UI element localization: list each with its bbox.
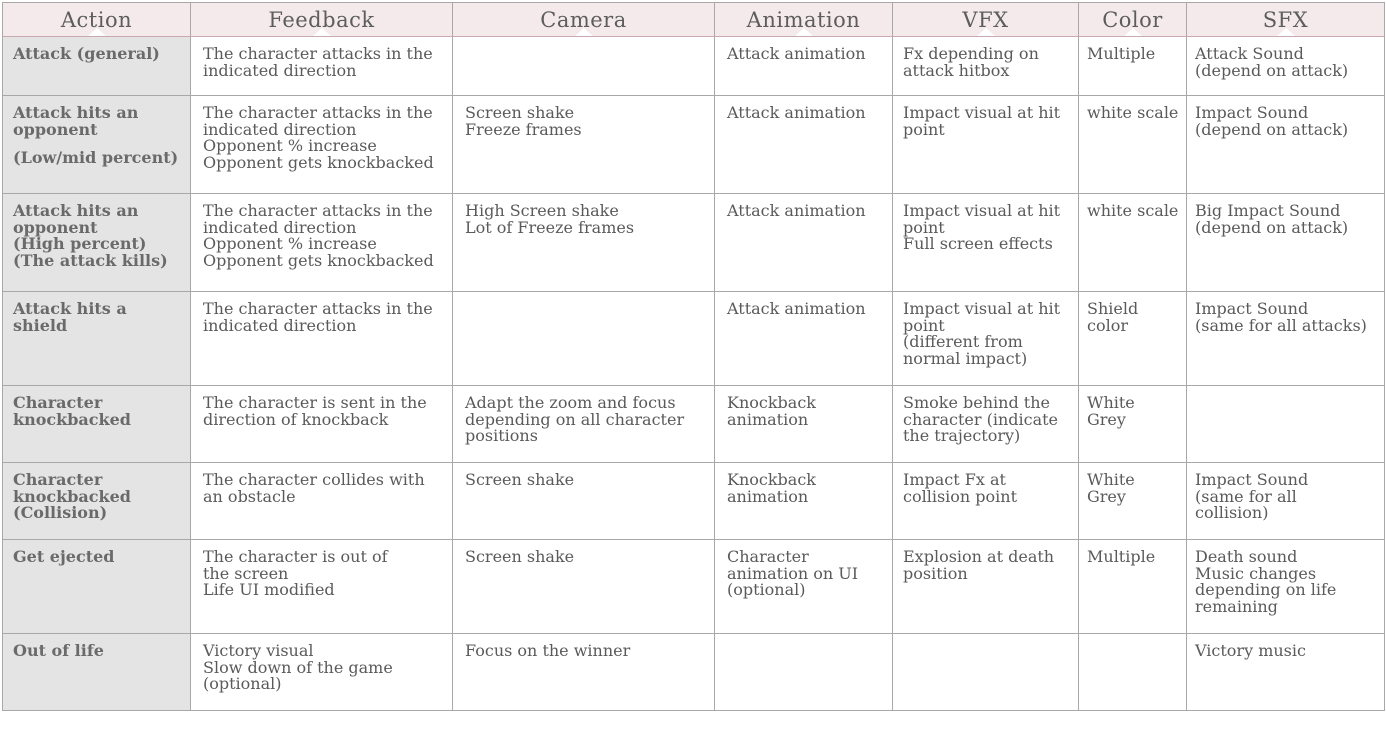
cell-color: white scale bbox=[1079, 96, 1187, 194]
cell-vfx: Impact visual at hit point bbox=[893, 96, 1079, 194]
cell-action bbox=[3, 37, 191, 96]
cell-color: White Grey bbox=[1079, 386, 1187, 463]
table-row bbox=[3, 463, 1385, 540]
cell-animation: Character animation on UI (optional) bbox=[715, 540, 893, 634]
header-notch bbox=[976, 28, 996, 37]
cell-sfx: Impact Sound (same for all collision) bbox=[1187, 463, 1385, 540]
cell-feedback: The character collides with an obstacle bbox=[191, 463, 453, 540]
header-notch bbox=[1276, 28, 1296, 37]
column-header-feedback: Feedback bbox=[191, 3, 453, 37]
table-row bbox=[3, 292, 1385, 386]
column-header-sfx: SFX bbox=[1187, 3, 1385, 37]
table-row bbox=[3, 194, 1385, 292]
cell-sfx: Impact Sound (depend on attack) bbox=[1187, 96, 1385, 194]
cell-feedback: Victory visual Slow down of the game (optional) bbox=[191, 634, 453, 711]
cell-action bbox=[3, 292, 191, 386]
cell-action bbox=[3, 634, 191, 711]
cell-vfx: Impact visual at hit point Full screen effects bbox=[893, 194, 1079, 292]
header-row bbox=[3, 3, 1385, 37]
action-label: Get ejected bbox=[13, 547, 115, 566]
cell-feedback: The character attacks in the indicated direction Opponent % increase Opponent gets knockbacked bbox=[191, 194, 453, 292]
cell-color: white scale bbox=[1079, 194, 1187, 292]
cell-vfx: Impact Fx at collision point bbox=[893, 463, 1079, 540]
cell-camera: Screen shake bbox=[453, 540, 715, 634]
cell-sfx: Death sound Music changes depending on life remaining bbox=[1187, 540, 1385, 634]
cell-feedback: The character attacks in the indicated direction bbox=[191, 37, 453, 96]
cell-camera: Screen shake bbox=[453, 463, 715, 540]
cell-animation: Attack animation bbox=[715, 194, 893, 292]
cell-vfx bbox=[893, 634, 1079, 711]
feedback-table bbox=[2, 2, 1385, 711]
column-header-vfx: VFX bbox=[893, 3, 1079, 37]
cell-sfx bbox=[1187, 386, 1385, 463]
cell-camera: Screen shake Freeze frames bbox=[453, 96, 715, 194]
cell-color: Shield color bbox=[1079, 292, 1187, 386]
cell-camera bbox=[453, 37, 715, 96]
cell-action bbox=[3, 96, 191, 194]
cell-action bbox=[3, 540, 191, 634]
header-notch bbox=[794, 28, 814, 37]
cell-feedback: The character attacks in the indicated direction Opponent % increase Opponent gets knockbacked bbox=[191, 96, 453, 194]
cell-camera: Focus on the winner bbox=[453, 634, 715, 711]
cell-animation: Attack animation bbox=[715, 96, 893, 194]
column-header-action: Action bbox=[3, 3, 191, 37]
cell-camera: High Screen shake Lot of Freeze frames bbox=[453, 194, 715, 292]
cell-sfx: Attack Sound (depend on attack) bbox=[1187, 37, 1385, 96]
column-header-animation: Animation bbox=[715, 3, 893, 37]
cell-animation bbox=[715, 634, 893, 711]
cell-animation: Knockback animation bbox=[715, 463, 893, 540]
cell-sfx: Big Impact Sound (depend on attack) bbox=[1187, 194, 1385, 292]
cell-sfx: Impact Sound (same for all attacks) bbox=[1187, 292, 1385, 386]
header-notch bbox=[1123, 28, 1143, 37]
column-header-camera: Camera bbox=[453, 3, 715, 37]
cell-feedback: The character is sent in the direction of knockback bbox=[191, 386, 453, 463]
cell-vfx: Explosion at death position bbox=[893, 540, 1079, 634]
cell-camera: Adapt the zoom and focus depending on all character positions bbox=[453, 386, 715, 463]
cell-color bbox=[1079, 634, 1187, 711]
cell-action bbox=[3, 463, 191, 540]
table-row bbox=[3, 386, 1385, 463]
header-notch bbox=[312, 28, 332, 37]
cell-color: Multiple bbox=[1079, 540, 1187, 634]
cell-vfx: Smoke behind the character (indicate the trajectory) bbox=[893, 386, 1079, 463]
cell-animation: Attack animation bbox=[715, 37, 893, 96]
action-label: Attack hits a shield bbox=[13, 299, 127, 335]
cell-color: Multiple bbox=[1079, 37, 1187, 96]
action-label: Character knockbacked (Collision) bbox=[13, 470, 131, 522]
cell-feedback: The character attacks in the indicated direction bbox=[191, 292, 453, 386]
cell-animation: Attack animation bbox=[715, 292, 893, 386]
cell-camera bbox=[453, 292, 715, 386]
cell-action bbox=[3, 194, 191, 292]
header-notch bbox=[87, 28, 107, 37]
action-label: Character knockbacked bbox=[13, 393, 131, 429]
cell-vfx: Impact visual at hit point (different from normal impact) bbox=[893, 292, 1079, 386]
table-row bbox=[3, 540, 1385, 634]
table-row bbox=[3, 634, 1385, 711]
action-label: Out of life bbox=[13, 641, 104, 660]
header-notch bbox=[574, 28, 594, 37]
action-note: (Low/mid percent) bbox=[13, 148, 179, 167]
cell-sfx: Victory music bbox=[1187, 634, 1385, 711]
action-label: Attack hits an opponent (High percent) (The attack kills) bbox=[13, 201, 168, 270]
cell-color: White Grey bbox=[1079, 463, 1187, 540]
table-row bbox=[3, 37, 1385, 96]
action-label: Attack hits an opponent bbox=[13, 103, 139, 139]
cell-animation: Knockback animation bbox=[715, 386, 893, 463]
action-label: Attack (general) bbox=[13, 44, 160, 63]
cell-vfx: Fx depending on attack hitbox bbox=[893, 37, 1079, 96]
cell-action bbox=[3, 386, 191, 463]
column-header-color: Color bbox=[1079, 3, 1187, 37]
table-row bbox=[3, 96, 1385, 194]
cell-feedback: The character is out of the screen Life UI modified bbox=[191, 540, 453, 634]
